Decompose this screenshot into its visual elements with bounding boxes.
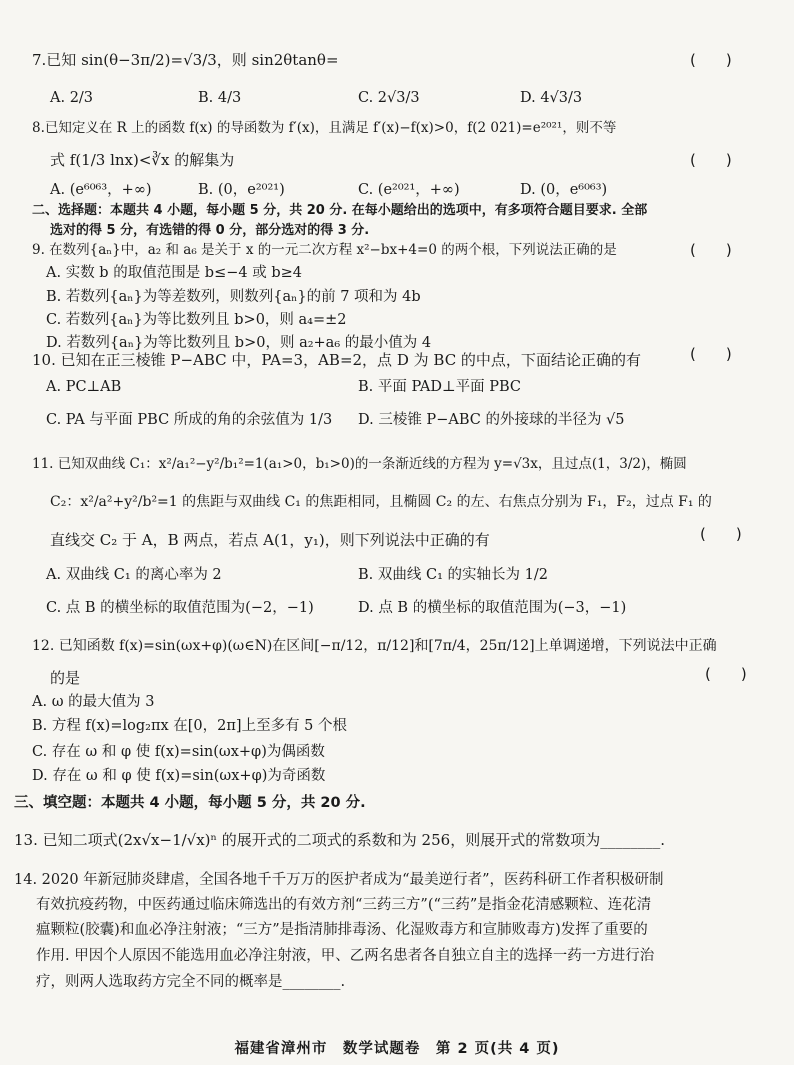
q12-option-d: D. 存在 ω 和 φ 使 f(x)=sin(ωx+φ)为奇函数 — [32, 768, 326, 784]
q11-stem-line1: 11. 已知双曲线 C₁：x²/a₁²−y²/b₁²=1(a₁>0，b₁>0)的一条渐近线的方程为 y=√3x，且过点(1，3/2)，椭圆 — [32, 456, 687, 472]
q8-option-b: B. (0，e²⁰²¹) — [198, 182, 285, 198]
q14-line3: 瘟颗粒(胶囊)和血必净注射液；“三方”是指清肺排毒汤、化湿败毒方和宣肺败毒方)发挥了重要的 — [36, 922, 648, 938]
q10-option-b: B. 平面 PAD⊥平面 PBC — [358, 379, 522, 395]
q13-stem: 13. 已知二项式(2x√x−1/√x)ⁿ 的展开式的二项式的系数和为 256，则展开式的常数项为________. — [14, 831, 665, 849]
q7-stem: 7.已知 sin(θ−3π/2)=√3/3，则 sin2θtanθ= — [32, 51, 339, 69]
q10-option-c: C. PA 与平面 PBC 所成的角的余弦值为 1/3 — [46, 412, 333, 428]
section-2-heading-cont: 选对的得 5 分，有选错的得 0 分，部分选对的得 3 分. — [50, 223, 370, 238]
q9-option-c: C. 若数列{aₙ}为等比数列且 b>0，则 a₄=±2 — [46, 312, 347, 328]
q7-option-b: B. 4/3 — [198, 90, 242, 106]
q12-answer-paren: ( ) — [705, 665, 747, 683]
section-2-heading: 二、选择题：本题共 4 小题，每小题 5 分，共 20 分. 在每小题给出的选项中，有多项符合题目要求. 全部 — [32, 203, 648, 218]
q10-stem: 10. 已知在正三棱锥 P−ABC 中，PA=3，AB=2，点 D 为 BC 的中点，下面结论正确的有 — [32, 351, 641, 369]
q11-option-a: A. 双曲线 C₁ 的离心率为 2 — [46, 567, 222, 583]
q11-option-b: B. 双曲线 C₁ 的实轴长为 1/2 — [358, 567, 548, 583]
q12-stem-line2: 的是 — [50, 669, 81, 687]
q8-answer-paren: ( ) — [690, 151, 732, 169]
q7-option-a: A. 2/3 — [50, 90, 94, 106]
q10-option-a: A. PC⊥AB — [46, 379, 122, 395]
q9-stem: 9. 在数列{aₙ}中，a₂ 和 a₆ 是关于 x 的一元二次方程 x²−bx+4=0 的两个根，下列说法正确的是 — [32, 242, 617, 258]
q10-option-d: D. 三棱锥 P−ABC 的外接球的半径为 √5 — [358, 412, 625, 428]
q14-line2: 有效抗疫药物，中医药通过临床筛选出的有效方剂“三药三方”(“三药”是指金花清感颗粒、连花清 — [36, 897, 652, 913]
q8-option-a: A. (e⁶⁰⁶³，+∞) — [50, 182, 152, 198]
q12-option-c: C. 存在 ω 和 φ 使 f(x)=sin(ωx+φ)为偶函数 — [32, 744, 325, 760]
q9-option-d: D. 若数列{aₙ}为等比数列且 b>0，则 a₂+a₆ 的最小值为 4 — [46, 335, 432, 351]
q10-answer-paren: ( ) — [690, 345, 732, 363]
q9-answer-paren: ( ) — [690, 241, 732, 259]
q11-stem-line3: 直线交 C₂ 于 A，B 两点，若点 A(1，y₁)，则下列说法中正确的有 — [50, 531, 490, 549]
q12-option-b: B. 方程 f(x)=log₂πx 在[0，2π]上至多有 5 个根 — [32, 718, 348, 734]
q7-answer-paren: ( ) — [690, 51, 732, 69]
q8-option-d: D. (0，e⁶⁰⁶³) — [520, 182, 608, 198]
q11-answer-paren: ( ) — [700, 525, 742, 543]
q7-option-c: C. 2√3/3 — [358, 90, 420, 106]
section-3-heading: 三、填空题：本题共 4 小题，每小题 5 分，共 20 分. — [14, 795, 366, 811]
q11-option-d: D. 点 B 的横坐标的取值范围为(−3，−1) — [358, 600, 627, 616]
q8-stem-line1: 8.已知定义在 R 上的函数 f(x) 的导函数为 f′(x)，且满足 f′(x)−f(x)>0，f(2 021)=e²⁰²¹，则不等 — [32, 120, 617, 136]
q12-stem-line1: 12. 已知函数 f(x)=sin(ωx+φ)(ω∈N)在区间[−π/12，π/12]和[7π/4，25π/12]上单调递增，下列说法中正确 — [32, 638, 717, 654]
q8-stem-line2: 式 f(1/3 lnx)<∛x 的解集为 — [50, 151, 235, 169]
q14-line4: 作用. 甲因个人原因不能选用血必净注射液，甲、乙两名患者各自独立自主的选择一药一方进行治 — [36, 948, 655, 964]
q12-option-a: A. ω 的最大值为 3 — [32, 694, 155, 710]
q11-stem-line2: C₂：x²/a²+y²/b²=1 的焦距与双曲线 C₁ 的焦距相同，且椭圆 C₂ 的左、右焦点分别为 F₁，F₂，过点 F₁ 的 — [50, 494, 712, 510]
q7-option-d: D. 4√3/3 — [520, 90, 583, 106]
q14-line5: 疗，则两人选取药方完全不同的概率是________. — [36, 974, 346, 990]
q9-option-a: A. 实数 b 的取值范围是 b≤−4 或 b≥4 — [46, 265, 302, 281]
page-footer: 福建省漳州市 数学试题卷 第 2 页(共 4 页) — [234, 1041, 560, 1057]
q14-line1: 14. 2020 年新冠肺炎肆虐，全国各地千千万万的医护者成为“最美逆行者”，医药科研工作者积极研制 — [14, 872, 664, 888]
q11-option-c: C. 点 B 的横坐标的取值范围为(−2，−1) — [46, 600, 314, 616]
q9-option-b: B. 若数列{aₙ}为等差数列，则数列{aₙ}的前 7 项和为 4b — [46, 289, 421, 305]
q8-option-c: C. (e²⁰²¹，+∞) — [358, 182, 460, 198]
